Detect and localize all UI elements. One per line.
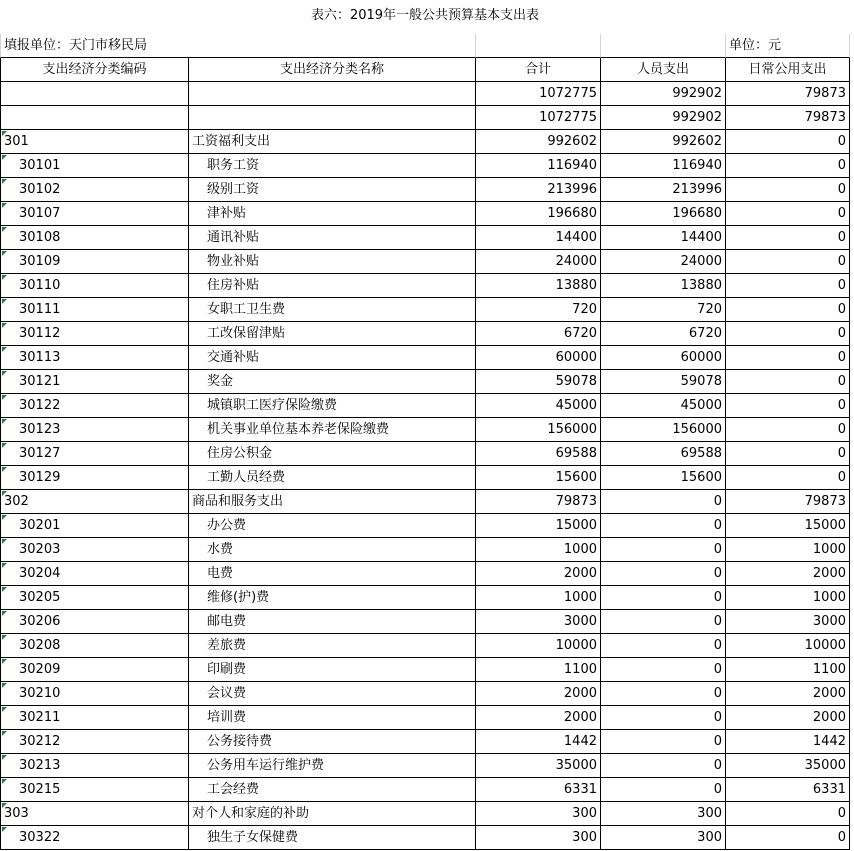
table-row — [0, 226, 854, 250]
cell-code[interactable]: 30205 — [0, 586, 188, 610]
header-public[interactable]: 日常公用支出 — [725, 58, 850, 82]
cell-code[interactable]: 30121 — [0, 370, 188, 394]
cell-public[interactable]: 0 — [725, 274, 850, 298]
cell-total[interactable]: 35000 — [475, 754, 600, 778]
cell-public[interactable]: 0 — [725, 466, 850, 490]
cell-personnel[interactable]: 0 — [600, 754, 725, 778]
cell-name[interactable]: 职务工资 — [188, 154, 475, 178]
header-name[interactable]: 支出经济分类名称 — [188, 58, 475, 82]
cell-total[interactable]: 10000 — [475, 634, 600, 658]
cell-name[interactable]: 工改保留津贴 — [188, 322, 475, 346]
table-row — [0, 250, 854, 274]
cell-total[interactable]: 1000 — [475, 586, 600, 610]
cell-public[interactable]: 35000 — [725, 754, 850, 778]
table-row — [0, 346, 854, 370]
table-row — [0, 586, 854, 610]
cell-public[interactable]: 0 — [725, 346, 850, 370]
cell-code[interactable]: 30107 — [0, 202, 188, 226]
cell-code[interactable]: 30215 — [0, 778, 188, 802]
cell-personnel[interactable]: 0 — [600, 682, 725, 706]
unit-row — [0, 34, 854, 58]
table-row — [0, 802, 854, 826]
table-row — [0, 514, 854, 538]
cell-personnel[interactable]: 15600 — [600, 466, 725, 490]
table-row — [0, 442, 854, 466]
table-row — [0, 370, 854, 394]
cell-code[interactable]: 301 — [0, 130, 188, 154]
cell-public[interactable]: 0 — [725, 802, 850, 826]
cell-total[interactable]: 6720 — [475, 322, 600, 346]
table-row — [0, 730, 854, 754]
cell-code[interactable]: 30109 — [0, 250, 188, 274]
cell-total[interactable]: 3000 — [475, 610, 600, 634]
cell-personnel[interactable]: 0 — [600, 514, 725, 538]
cell-total[interactable]: 1072775 — [475, 82, 600, 106]
cell-code[interactable]: 30110 — [0, 274, 188, 298]
table-row — [0, 778, 854, 802]
table-row — [0, 130, 854, 154]
currency-unit-label[interactable]: 单位：元 — [725, 34, 850, 58]
cell-name[interactable]: 物业补贴 — [188, 250, 475, 274]
cell-total[interactable]: 2000 — [475, 706, 600, 730]
cell-code[interactable]: 30201 — [0, 514, 188, 538]
cell-code[interactable]: 30203 — [0, 538, 188, 562]
cell-public[interactable]: 79873 — [725, 82, 850, 106]
cell-personnel[interactable]: 14400 — [600, 226, 725, 250]
cell-public[interactable]: 0 — [725, 202, 850, 226]
cell-code[interactable]: 30101 — [0, 154, 188, 178]
cell-personnel[interactable]: 196680 — [600, 202, 725, 226]
cell-code[interactable] — [0, 106, 188, 130]
cell-public[interactable]: 0 — [725, 130, 850, 154]
cell-code[interactable]: 30122 — [0, 394, 188, 418]
cell-code[interactable]: 303 — [0, 802, 188, 826]
blank-cell[interactable] — [475, 34, 600, 58]
table-row — [0, 826, 854, 850]
cell-total[interactable]: 60000 — [475, 346, 600, 370]
table-row — [0, 562, 854, 586]
cell-total[interactable]: 59078 — [475, 370, 600, 394]
cell-public[interactable]: 0 — [725, 178, 850, 202]
cell-code[interactable]: 30111 — [0, 298, 188, 322]
table-row — [0, 466, 854, 490]
cell-personnel[interactable]: 992602 — [600, 130, 725, 154]
cell-total[interactable]: 213996 — [475, 178, 600, 202]
cell-public[interactable]: 2000 — [725, 682, 850, 706]
cell-code[interactable]: 30102 — [0, 178, 188, 202]
cell-code[interactable]: 30113 — [0, 346, 188, 370]
cell-personnel[interactable]: 0 — [600, 610, 725, 634]
cell-public[interactable]: 2000 — [725, 562, 850, 586]
table-row — [0, 610, 854, 634]
cell-total[interactable]: 116940 — [475, 154, 600, 178]
header-personnel[interactable]: 人员支出 — [600, 58, 725, 82]
cell-code[interactable]: 30210 — [0, 682, 188, 706]
cell-personnel[interactable]: 0 — [600, 586, 725, 610]
cell-personnel[interactable]: 60000 — [600, 346, 725, 370]
cell-total[interactable]: 300 — [475, 802, 600, 826]
cell-total[interactable]: 1442 — [475, 730, 600, 754]
cell-personnel[interactable]: 0 — [600, 730, 725, 754]
cell-name[interactable]: 邮电费 — [188, 610, 475, 634]
cell-total[interactable]: 300 — [475, 826, 600, 850]
cell-total[interactable]: 69588 — [475, 442, 600, 466]
table-row — [0, 202, 854, 226]
table-row — [0, 394, 854, 418]
cell-name[interactable]: 机关事业单位基本养老保险缴费 — [188, 418, 475, 442]
cell-public[interactable]: 0 — [725, 250, 850, 274]
cell-code[interactable]: 30108 — [0, 226, 188, 250]
cell-name[interactable]: 女职工卫生费 — [188, 298, 475, 322]
table-row — [0, 634, 854, 658]
cell-personnel[interactable]: 13880 — [600, 274, 725, 298]
cell-total[interactable]: 15000 — [475, 514, 600, 538]
cell-public[interactable]: 1000 — [725, 586, 850, 610]
cell-total[interactable]: 156000 — [475, 418, 600, 442]
cell-personnel[interactable]: 156000 — [600, 418, 725, 442]
cell-name[interactable]: 公务接待费 — [188, 730, 475, 754]
blank-cell[interactable] — [600, 34, 725, 58]
table-row — [0, 538, 854, 562]
cell-name[interactable]: 培训费 — [188, 706, 475, 730]
cell-total[interactable]: 1072775 — [475, 106, 600, 130]
cell-public[interactable]: 1442 — [725, 730, 850, 754]
cell-name[interactable]: 津补贴 — [188, 202, 475, 226]
cell-public[interactable]: 79873 — [725, 490, 850, 514]
cell-total[interactable]: 79873 — [475, 490, 600, 514]
cell-total[interactable]: 2000 — [475, 682, 600, 706]
cell-personnel[interactable]: 59078 — [600, 370, 725, 394]
cell-personnel[interactable]: 0 — [600, 562, 725, 586]
cell-name[interactable]: 通讯补贴 — [188, 226, 475, 250]
cell-name[interactable]: 工会经费 — [188, 778, 475, 802]
cell-personnel[interactable]: 992902 — [600, 106, 725, 130]
table-row — [0, 418, 854, 442]
cell-name[interactable]: 水费 — [188, 538, 475, 562]
cell-name[interactable]: 对个人和家庭的补助 — [188, 802, 475, 826]
cell-public[interactable]: 2000 — [725, 706, 850, 730]
cell-total[interactable]: 13880 — [475, 274, 600, 298]
table-row — [0, 754, 854, 778]
cell-code[interactable]: 30213 — [0, 754, 188, 778]
cell-personnel[interactable]: 0 — [600, 658, 725, 682]
cell-name[interactable]: 住房公积金 — [188, 442, 475, 466]
cell-personnel[interactable]: 720 — [600, 298, 725, 322]
cell-name[interactable]: 工资福利支出 — [188, 130, 475, 154]
cell-name[interactable]: 工勤人员经费 — [188, 466, 475, 490]
cell-public[interactable]: 79873 — [725, 106, 850, 130]
cell-personnel[interactable]: 0 — [600, 490, 725, 514]
table-row — [0, 490, 854, 514]
cell-total[interactable]: 2000 — [475, 562, 600, 586]
cell-code[interactable]: 30208 — [0, 634, 188, 658]
cell-personnel[interactable]: 300 — [600, 802, 725, 826]
cell-name[interactable]: 交通补贴 — [188, 346, 475, 370]
cell-name[interactable]: 级别工资 — [188, 178, 475, 202]
cell-name[interactable]: 奖金 — [188, 370, 475, 394]
cell-name[interactable]: 会议费 — [188, 682, 475, 706]
cell-public[interactable]: 0 — [725, 370, 850, 394]
sheet-title: 表六：2019年一般公共预算基本支出表 — [310, 8, 540, 23]
cell-personnel[interactable]: 0 — [600, 634, 725, 658]
cell-code[interactable]: 302 — [0, 490, 188, 514]
cell-code[interactable]: 30211 — [0, 706, 188, 730]
cell-personnel[interactable]: 300 — [600, 826, 725, 850]
cell-public[interactable]: 0 — [725, 826, 850, 850]
cell-public[interactable]: 3000 — [725, 610, 850, 634]
cell-public[interactable]: 6331 — [725, 778, 850, 802]
cell-total[interactable]: 1000 — [475, 538, 600, 562]
cell-personnel[interactable]: 6720 — [600, 322, 725, 346]
cell-public[interactable]: 1000 — [725, 538, 850, 562]
cell-personnel[interactable]: 0 — [600, 706, 725, 730]
cell-public[interactable]: 0 — [725, 442, 850, 466]
cell-name[interactable]: 差旅费 — [188, 634, 475, 658]
table-row — [0, 154, 854, 178]
header-code[interactable]: 支出经济分类编码 — [0, 58, 188, 82]
cell-code[interactable]: 30129 — [0, 466, 188, 490]
column-header-row — [0, 58, 854, 82]
cell-total[interactable]: 45000 — [475, 394, 600, 418]
title-row — [0, 4, 854, 28]
cell-code[interactable]: 30127 — [0, 442, 188, 466]
table-row — [0, 82, 854, 106]
cell-total[interactable]: 992602 — [475, 130, 600, 154]
cell-code[interactable]: 30209 — [0, 658, 188, 682]
cell-total[interactable]: 720 — [475, 298, 600, 322]
cell-total[interactable]: 14400 — [475, 226, 600, 250]
cell-name[interactable]: 电费 — [188, 562, 475, 586]
cell-name[interactable]: 独生子女保健费 — [188, 826, 475, 850]
cell-public[interactable]: 0 — [725, 322, 850, 346]
cell-personnel[interactable]: 69588 — [600, 442, 725, 466]
cell-code[interactable]: 30123 — [0, 418, 188, 442]
cell-personnel[interactable]: 992902 — [600, 82, 725, 106]
cell-name[interactable]: 住房补贴 — [188, 274, 475, 298]
cell-code[interactable]: 30204 — [0, 562, 188, 586]
cell-public[interactable]: 15000 — [725, 514, 850, 538]
cell-total[interactable]: 15600 — [475, 466, 600, 490]
cell-name[interactable]: 商品和服务支出 — [188, 490, 475, 514]
cell-public[interactable]: 1100 — [725, 658, 850, 682]
cell-personnel[interactable]: 45000 — [600, 394, 725, 418]
cell-name[interactable]: 印刷费 — [188, 658, 475, 682]
header-total[interactable]: 合计 — [475, 58, 600, 82]
cell-personnel[interactable]: 0 — [600, 778, 725, 802]
cell-name[interactable] — [188, 82, 475, 106]
table-row — [0, 658, 854, 682]
cell-code[interactable] — [0, 82, 188, 106]
table-row — [0, 106, 854, 130]
table-row — [0, 298, 854, 322]
cell-name[interactable]: 维修(护)费 — [188, 586, 475, 610]
cell-name[interactable]: 公务用车运行维护费 — [188, 754, 475, 778]
table-row — [0, 274, 854, 298]
table-row — [0, 706, 854, 730]
cell-total[interactable]: 196680 — [475, 202, 600, 226]
cell-personnel[interactable]: 116940 — [600, 154, 725, 178]
cell-total[interactable]: 24000 — [475, 250, 600, 274]
cell-code[interactable]: 30206 — [0, 610, 188, 634]
cell-name[interactable] — [188, 106, 475, 130]
table-row — [0, 322, 854, 346]
cell-personnel[interactable]: 24000 — [600, 250, 725, 274]
cell-total[interactable]: 6331 — [475, 778, 600, 802]
cell-public[interactable]: 0 — [725, 394, 850, 418]
cell-code[interactable]: 30322 — [0, 826, 188, 850]
cell-total[interactable]: 1100 — [475, 658, 600, 682]
cell-code[interactable]: 30112 — [0, 322, 188, 346]
table-row — [0, 178, 854, 202]
cell-name[interactable]: 城镇职工医疗保险缴费 — [188, 394, 475, 418]
cell-personnel[interactable]: 213996 — [600, 178, 725, 202]
cell-personnel[interactable]: 0 — [600, 538, 725, 562]
filing-unit-label[interactable]: 填报单位：天门市移民局 — [0, 34, 475, 58]
cell-public[interactable]: 0 — [725, 154, 850, 178]
cell-name[interactable]: 办公费 — [188, 514, 475, 538]
table-row — [0, 682, 854, 706]
cell-public[interactable]: 10000 — [725, 634, 850, 658]
cell-public[interactable]: 0 — [725, 226, 850, 250]
cell-code[interactable]: 30212 — [0, 730, 188, 754]
cell-public[interactable]: 0 — [725, 418, 850, 442]
cell-public[interactable]: 0 — [725, 298, 850, 322]
